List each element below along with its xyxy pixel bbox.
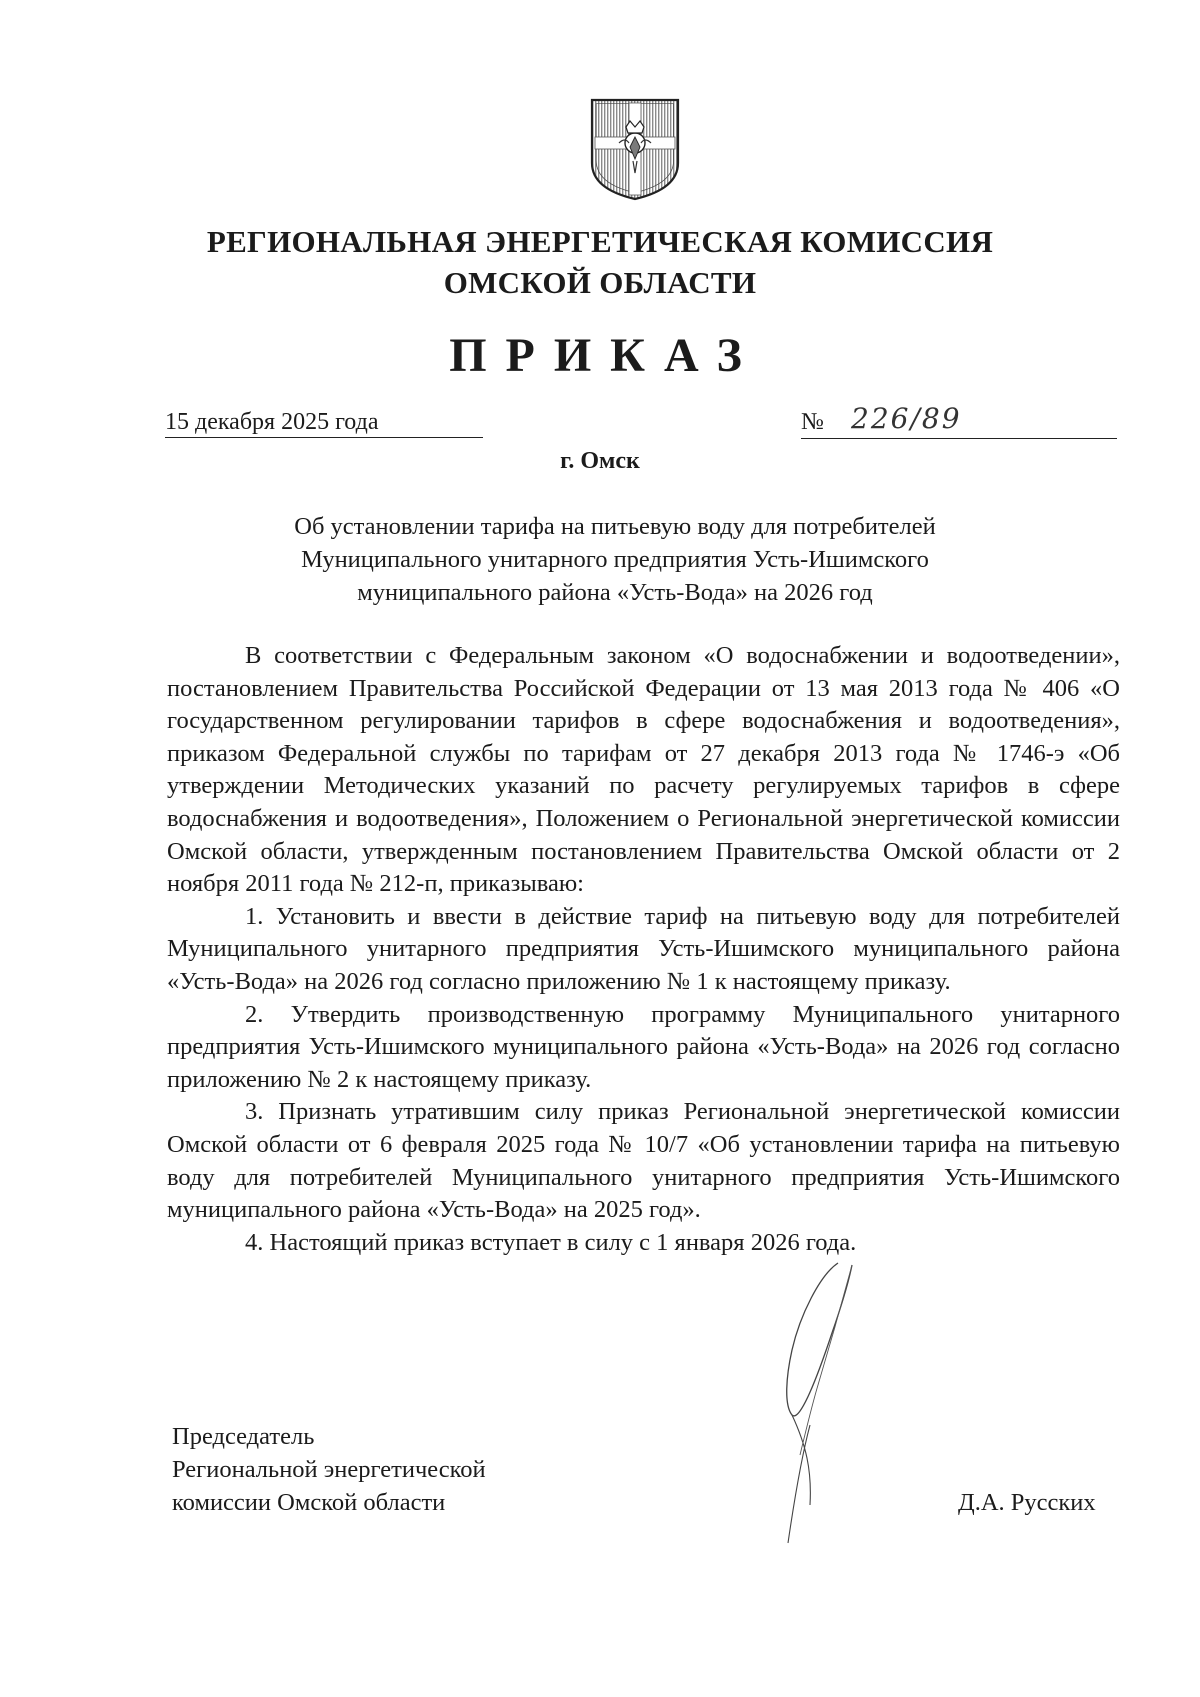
signer-position-line: комиссии Омской области (172, 1489, 446, 1516)
document-city: г. Омск (560, 448, 640, 474)
signer-position-line: Председатель (172, 1423, 315, 1450)
coat-of-arms-icon (589, 97, 681, 202)
organization-name-line2: ОМСКОЙ ОБЛАСТИ (443, 265, 757, 300)
order-item-4: 4. Настоящий приказ вступает в силу с 1 января 2026 года. (245, 1228, 857, 1256)
subject-line: муниципального района «Усть-Вода» на 2026 год (357, 579, 873, 606)
subject-line: Об установлении тарифа на питьевую воду для потребителей (294, 513, 936, 540)
subject-line: Муниципального унитарного предприятия Усть-Ишимского (301, 546, 929, 573)
document-subject (230, 510, 1000, 609)
document-type-title: ПРИКАЗ (449, 329, 761, 382)
document-date: 15 декабря 2025 года (165, 408, 483, 438)
order-item-3: 3. Признать утратившим силу приказ Региональной энергетической комиссии Омской области от 6 февраля 2025 года № 10/7 «Об установлении тарифа на питьевую воду для потребителей Муниципального унитарного предприятия Усть-Ишимского муниципального района «Усть-Вода» на 2025 год». (167, 1098, 1120, 1224)
organization-name-line1: РЕГИОНАЛЬНАЯ ЭНЕРГЕТИЧЕСКАЯ КОМИССИЯ (206, 224, 994, 259)
handwritten-signature (740, 1255, 900, 1555)
order-item-2: 2. Утвердить производственную программу Муниципального унитарного предприятия Усть-Ишимского муниципального района «Усть-Вода» на 2026 год согласно приложению № 2 к настоящему приказу. (167, 1000, 1120, 1093)
signer-position-line: Региональной энергетической (172, 1456, 486, 1483)
preamble-paragraph: В соответствии с Федеральным законом «О водоснабжении и водоотведении», постановлением Правительства Российской Федерации от 13 мая 2013 года № 406 «О государственном регулировании тарифов в сфере водоснабжения и водоотведения», приказом Федеральной службы по тарифам от 27 декабря 2013 года № 1746-э «Об утверждении Методических указаний по расчету регулируемых тарифов в сфере водоснабжения и водоотведения», Положением о Региональной энергетической комиссии Омской области, утвержденным постановлением Правительства Омской области от 2 ноября 2011 года № 212-п, приказываю: (167, 642, 1120, 898)
number-sign: № (801, 409, 824, 435)
document-number-field (801, 402, 1117, 439)
signer-position (172, 1420, 486, 1519)
document-body (167, 640, 1120, 1259)
signer-name: Д.А. Русских (958, 1489, 1096, 1516)
document-number-handwritten: 226/89 (851, 402, 962, 435)
order-item-1: 1. Установить и ввести в действие тариф на питьевую воду для потребителей Муниципального унитарного предприятия Усть-Ишимского муниципального района «Усть-Вода» на 2026 год согласно приложению № 1 к настоящему приказу. (167, 902, 1120, 995)
